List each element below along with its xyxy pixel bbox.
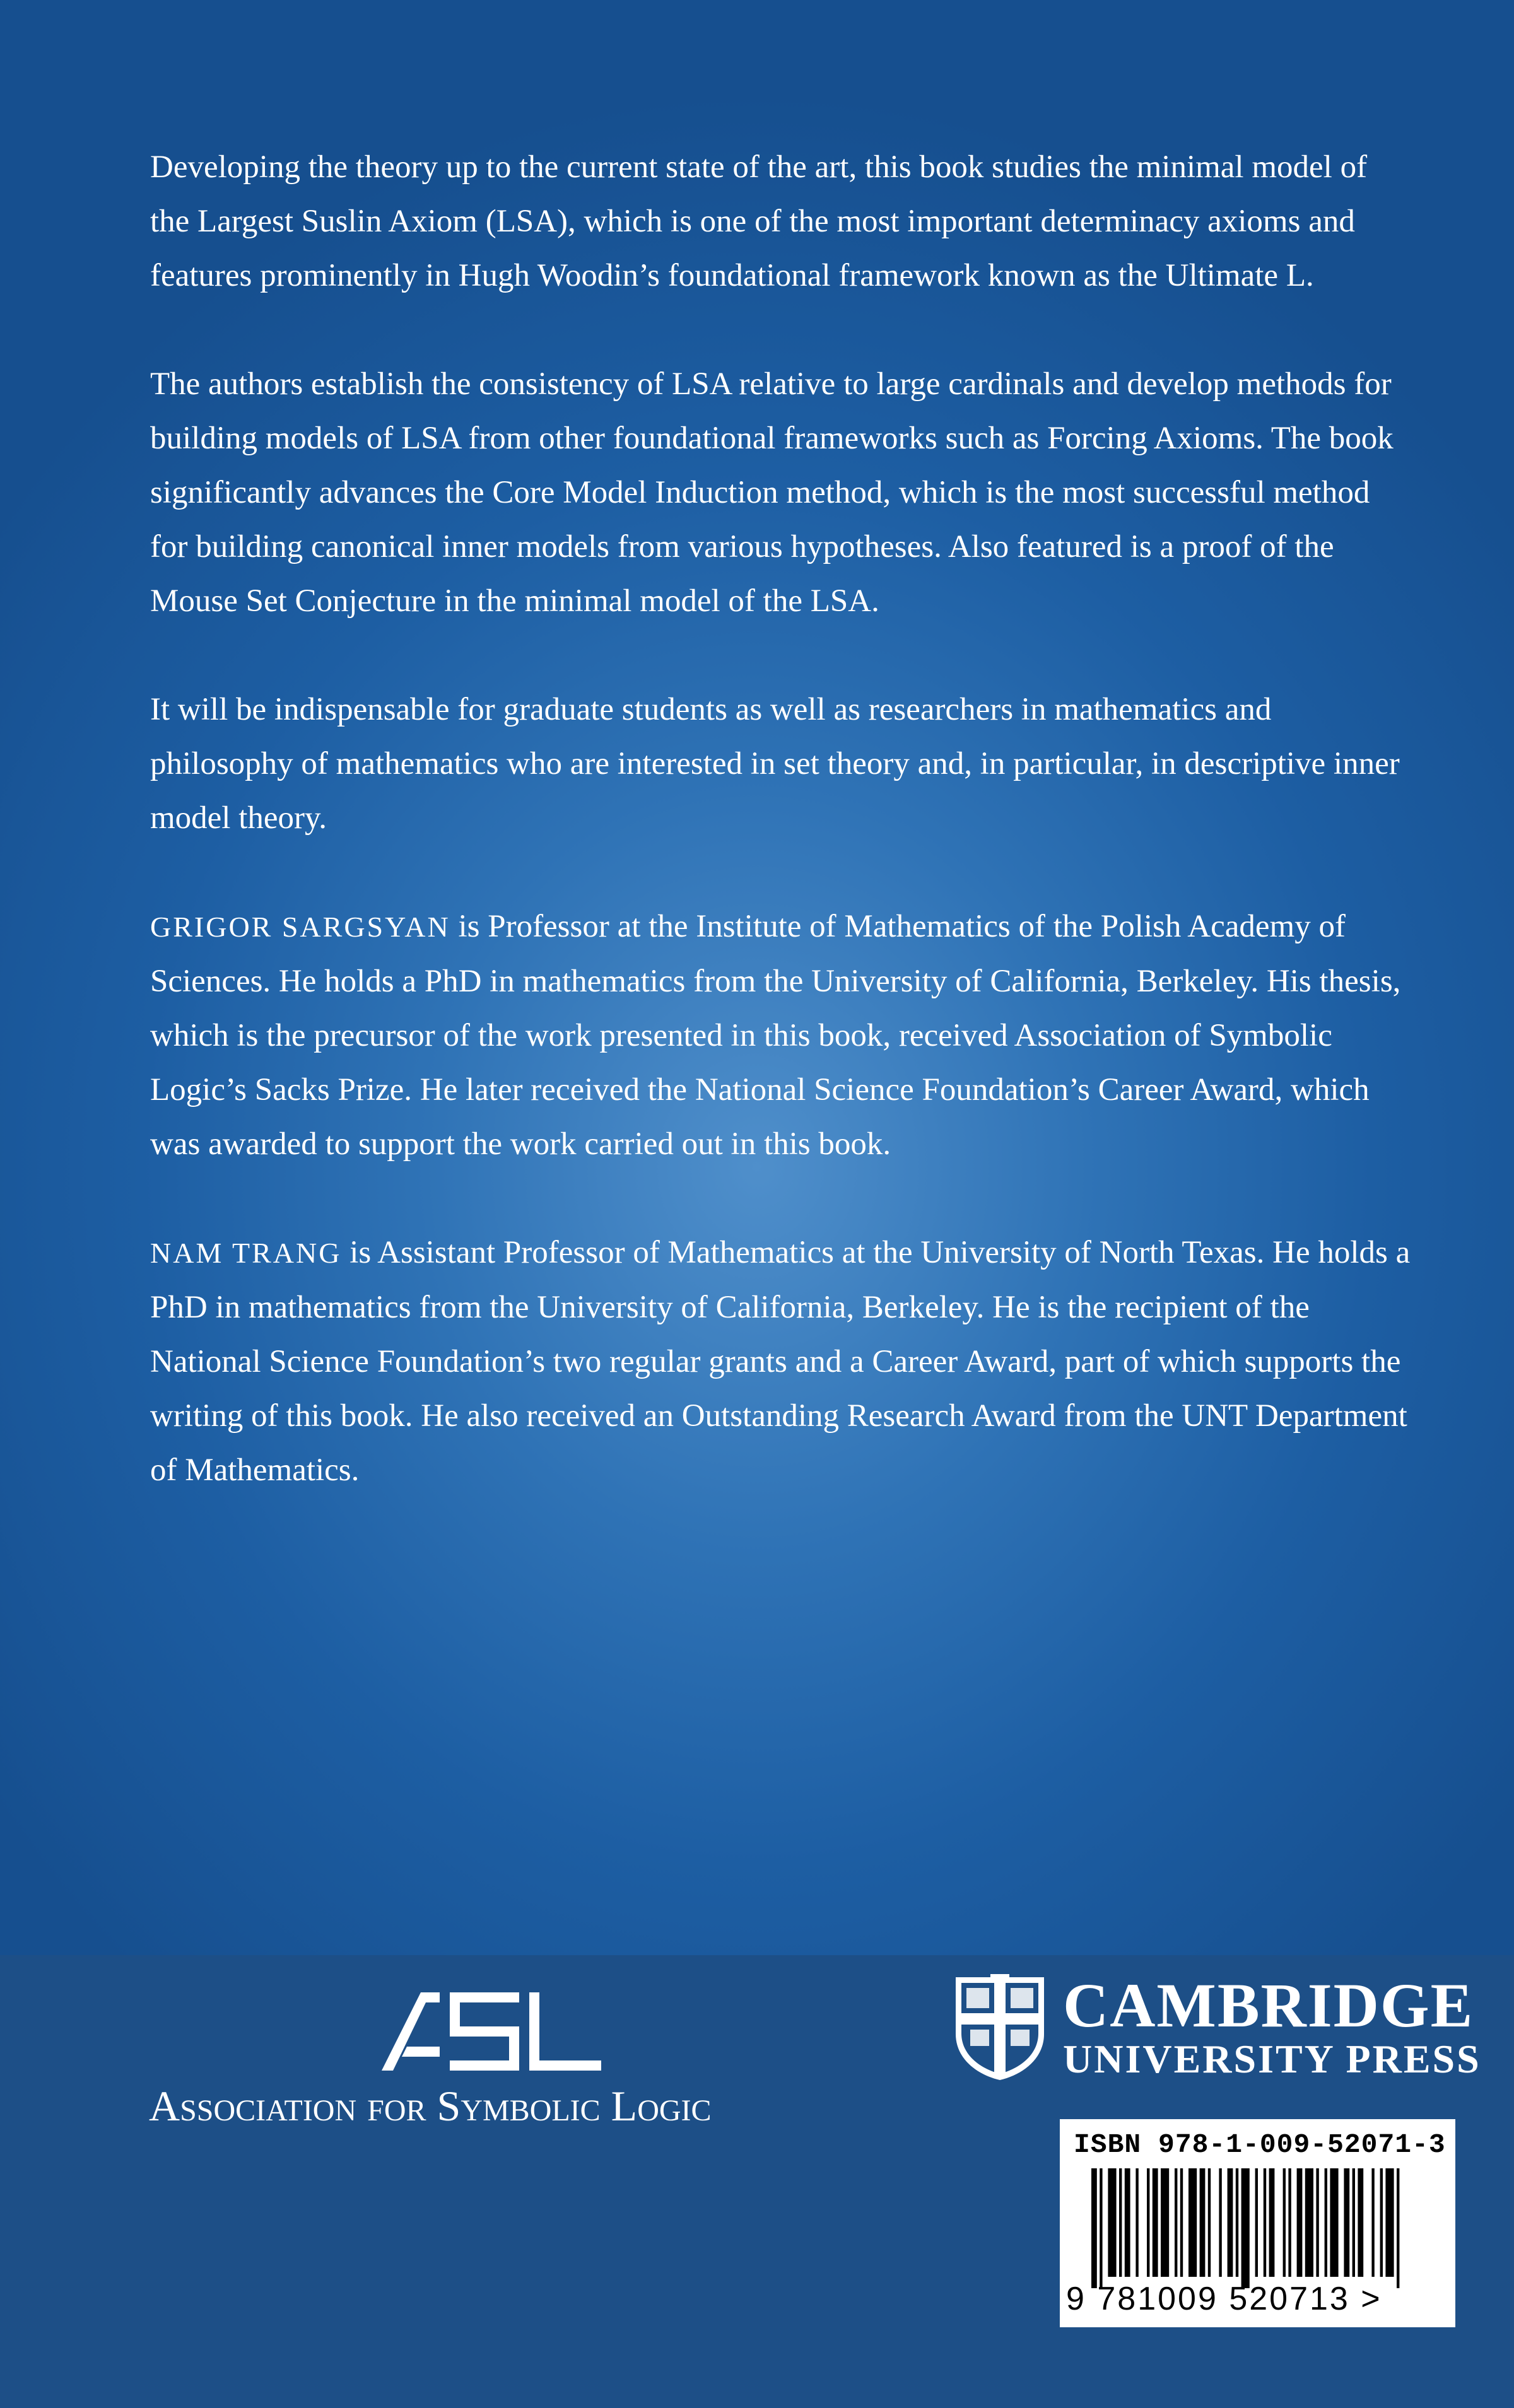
barcode-bar — [1136, 2168, 1138, 2277]
back-cover-blurb — [150, 140, 1412, 1552]
publisher-name: CAMBRIDGE — [1063, 1970, 1474, 2040]
barcode-bar — [1175, 2168, 1177, 2277]
isbn-barcode — [1060, 2119, 1455, 2327]
barcode-bar — [1305, 2168, 1313, 2277]
barcode-bar — [1269, 2168, 1275, 2277]
barcode-digits: 9 781009 520713 > — [1066, 2281, 1382, 2317]
asl-name: Association for Symbolic Logic — [149, 2082, 712, 2130]
barcode-bar — [1100, 2168, 1102, 2288]
blurb-paragraph-2: The authors establish the consistency of LSA relative to large cardinals and develop methods for building models of LSA from other foundational frameworks such as Forcing Axioms. The book significantly advances the Core Model Induction method, which is the most successful method for building canonical inner models from various hypotheses. Also featured is a proof of the Mouse Set Conjecture in the minimal model of the LSA. — [150, 366, 1394, 619]
barcode-bar — [1397, 2168, 1399, 2288]
barcode-bar — [1344, 2168, 1349, 2277]
barcode-bar — [1119, 2168, 1122, 2277]
barcode-bar — [1108, 2168, 1116, 2277]
author-name: GRIGOR SARGSYAN — [150, 911, 450, 943]
barcode-bar — [1264, 2168, 1266, 2277]
author-bio-trang — [150, 1225, 1412, 1497]
barcode-bar — [1316, 2168, 1318, 2277]
barcode-bar — [1147, 2168, 1149, 2277]
barcode-bar — [1325, 2168, 1327, 2277]
blurb-paragraph-3: It will be indispensable for graduate students as well as researchers in mathematics and philosophy of mathematics who are interested in set theory and, in particular, in descriptive inner model theory. — [150, 692, 1400, 836]
barcode-bar — [1283, 2168, 1286, 2277]
barcode-bar — [1125, 2168, 1130, 2277]
barcode-bar — [1188, 2168, 1197, 2277]
barcode-bar — [1153, 2168, 1158, 2277]
barcode-bar — [1208, 2168, 1211, 2277]
author-name: NAM TRANG — [150, 1237, 342, 1269]
author-bio-text: is Professor at the Institute of Mathematics of the Polish Academy of Sciences. He holds a PhD in mathematics from the University of California, Berkeley. His thesis, which is the precursor of the work presented in this book, received Association of Symbolic Logic’s Sacks Prize. He later received the National Science Foundation’s Career Award, which was awarded to support the work carried out in this book. — [150, 909, 1401, 1162]
barcode-bar — [1228, 2168, 1233, 2277]
cambridge-shield-icon — [953, 1974, 1047, 2081]
barcode-bar — [1288, 2168, 1291, 2277]
barcode-bar — [1371, 2168, 1374, 2277]
asl-logo — [382, 1990, 602, 2072]
barcode-bar — [1219, 2168, 1221, 2277]
barcode-bar — [1358, 2168, 1363, 2277]
barcode-bar — [1330, 2168, 1338, 2277]
barcode-bar — [1161, 2168, 1169, 2277]
barcode-bar — [1236, 2168, 1238, 2277]
author-bio-sargsyan — [150, 899, 1412, 1171]
barcode-bar — [1380, 2168, 1383, 2277]
barcode-bar — [1180, 2168, 1183, 2277]
blurb-paragraph-1: Developing the theory up to the current state of the art, this book studies the minimal model of the Largest Suslin Axiom (LSA), which is one of the most important determinacy axioms and features prominently in Hugh Woodin’s foundational framework known as the Ultimate L. — [150, 149, 1368, 293]
barcode-bar — [1200, 2168, 1206, 2277]
isbn-label: ISBN 978-1-009-52071-3 — [1074, 2129, 1446, 2160]
barcode-bar — [1241, 2168, 1250, 2288]
barcode-bar — [1297, 2168, 1303, 2277]
barcode-bar — [1091, 2168, 1097, 2288]
publisher-subname: UNIVERSITY PRESS — [1063, 2037, 1481, 2081]
barcode-bar — [1353, 2168, 1355, 2277]
barcode-bar — [1385, 2168, 1394, 2277]
barcode-bar — [1255, 2168, 1258, 2277]
author-bio-text: is Assistant Professor of Mathematics at the University of North Texas. He holds a PhD in mathematics from the University of California, Berkeley. He is the recipient of the National Science Foundation’s two regular grants and a Career Award, part of which supports the writing of this book. He also received an Outstanding Research Award from the UNT Department of Mathematics. — [150, 1235, 1411, 1488]
